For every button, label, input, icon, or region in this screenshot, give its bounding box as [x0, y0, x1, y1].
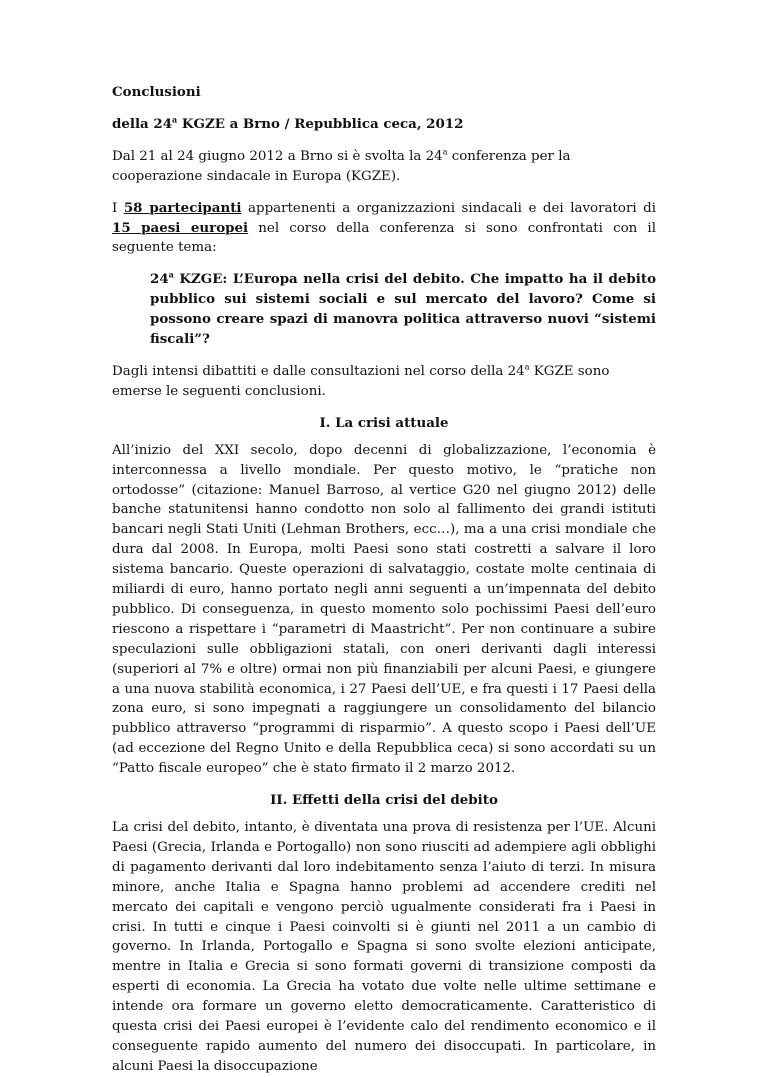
conclusion-intro [112, 362, 656, 402]
participants-pre: I [112, 200, 124, 216]
participants-post: nel corso della conferenza si sono confrontati con il seguente tema: [112, 220, 656, 256]
countries-count: 15 paesi europei [112, 219, 249, 236]
section-1-heading: I. La crisi attuale [319, 414, 449, 431]
theme-sup: a [168, 269, 174, 280]
document-title: Conclusioni [112, 84, 201, 100]
document-subtitle [112, 115, 656, 135]
section-2-heading: II. Effetti della crisi del debito [270, 792, 498, 809]
subtitle-sup: a [172, 114, 178, 125]
conclusion-intro-pre: Dagli intensi dibattiti e dalle consultazioni nel corso della 24 [112, 363, 525, 379]
conclusion-intro-sup: a [524, 362, 530, 372]
section-1-body: All’inizio del XXI secolo, dopo decenni di globalizzazione, l’economia è interconnessa a livello mondiale. Per questo motivo, le “pratiche non ortodosse” (citazione: Manuel Barroso, al vertice G20 nel giugno 2012) delle banche statunitensi hanno condotto non solo al fallimento dei grandi istituti bancari negli Stati Uniti (Lehman Brothers, ecc…), ma a una crisi mondiale che dura dal 2008. In Europa, molti Paesi sono stati costretti a salvare il loro sistema bancario. Queste operazioni di salvataggio, costate molte centinaia di miliardi di euro, hanno portato negli anni seguenti a un’impennata del debito pubblico. Di conseguenza, in questo momento solo pochissimi Paesi dell’euro riescono a rispettare i “parametri di Maastricht”. Per non continuare a subire speculazioni sulle obbligazioni statali, con oneri derivanti dagli interessi (superiori al 7% e oltre) ormai non più finanziabili per alcuni Paesi, e giungere a una nuova stabilità economica, i 27 Paesi dell’UE, e fra questi i 17 Paesi della zona euro, si sono impegnati a raggiungere un consolidamento del bilancio pubblico attraverso “programmi di risparmio”. A questo scopo i Paesi dell’UE (ad eccezione del Regno Unito e della Repubblica ceca) si sono accordati su un “Patto fiscale europeo” che è stato firmato il 2 marzo 2012. [112, 442, 656, 777]
section-2-body: La crisi del debito, intanto, è diventata una prova di resistenza per l’UE. Alcuni Paesi (Grecia, Irlanda e Portogallo) non sono riusciti ad adempiere agli obblighi di pagamento derivanti dal loro indebitamento senza l’aiuto di terzi. In misura minore, anche Italia e Spagna hanno problemi ad accendere crediti nel mercato dei capitali e vengono perciò ugualmente considerati fra i Paesi in crisi. In tutti e cinque i Paesi coinvolti si è giunti nel 2011 a un cambio di governo. In Irlanda, Portogallo e Spagna si sono svolte elezioni anticipate, mentre in Italia e Grecia si sono formati governi di transizione composti da esperti di economia. La Grecia ha votato due volte nelle ultime settimane e intende ora formare un governo eletto democraticamente. Caratteristico di questa crisi dei Paesi europei è l’evidente calo del rendimento economico e il conseguente rapido aumento del numero dei disoccupati. In particolare, in alcuni Paesi la disoccupazione [112, 820, 656, 1074]
theme-pre: 24 [150, 271, 169, 288]
participants-paragraph [112, 199, 656, 259]
subtitle-post: KGZE a Brno / Repubblica ceca, 2012 [177, 115, 464, 132]
intro-sup: a [442, 147, 448, 157]
participants-mid: appartenenti a organizzazioni sindacali e dei lavoratori di [241, 200, 657, 216]
conclusion-intro-post: KGZE sono emerse le seguenti conclusioni. [112, 363, 610, 399]
intro-pre: Dal 21 al 24 giugno 2012 a Brno si è svolta la 24 [112, 148, 443, 164]
intro-post: conferenza per la cooperazione sindacale in Europa (KGZE). [112, 148, 571, 184]
conference-theme [150, 270, 656, 350]
subtitle-pre: della 24 [112, 115, 173, 132]
participants-count: 58 partecipanti [123, 199, 242, 216]
intro-paragraph [112, 147, 656, 187]
theme-post: KZGE: L’Europa nella crisi del debito. Che impatto ha il debito pubblico sui sistemi sociali e sul mercato del lavoro? Come si possono creare spazi di manovra politica attraverso nuovi “sistemi fiscali”? [150, 271, 656, 348]
